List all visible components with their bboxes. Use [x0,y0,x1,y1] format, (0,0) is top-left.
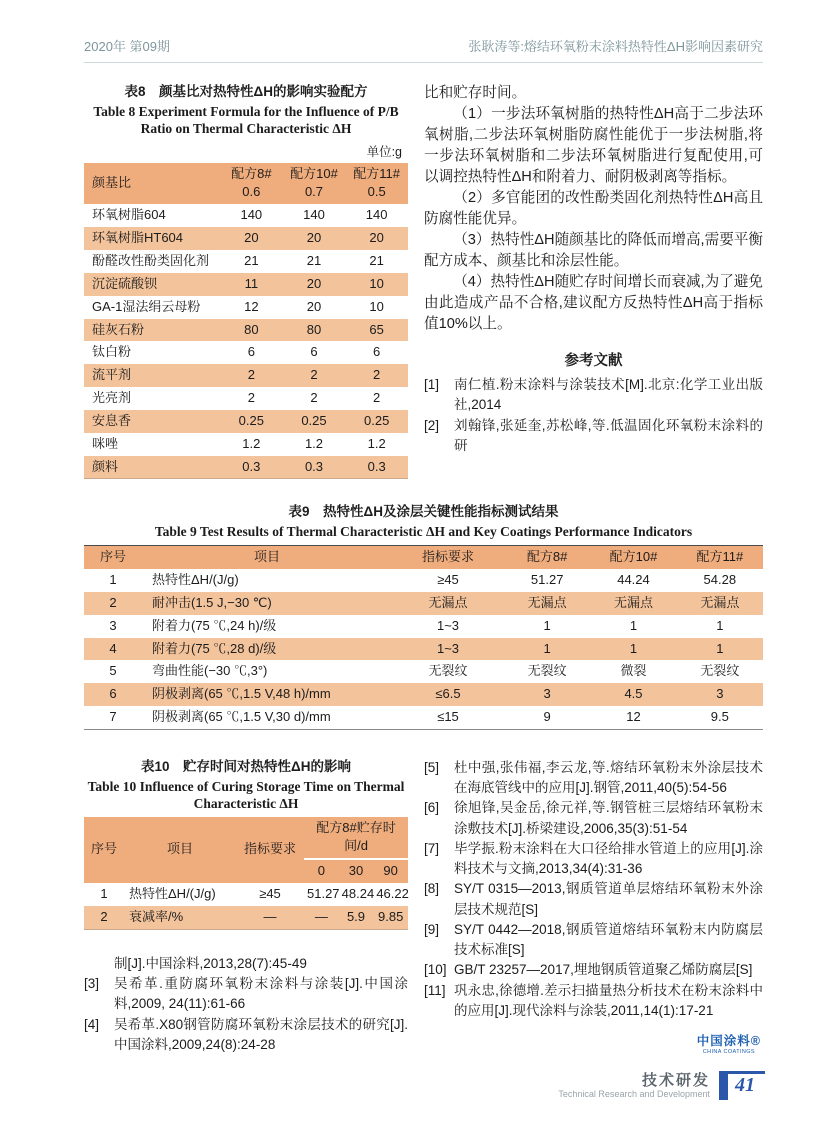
table-cell: 65 [345,319,408,342]
table10-header-cell: 序号 [84,817,124,884]
table-cell: 6 [84,683,142,706]
table-cell: 1 [590,638,676,661]
table-cell: 3 [504,683,590,706]
reference-number: [11] [424,982,446,998]
reference-text: 毕学振.粉末涂料在大口径给排水管道上的应用[J].涂料技术与文摘,2013,34(4):31-36 [454,840,763,877]
table8-header-cell [345,163,408,205]
footer-section-zh: 技术研发 [641,1071,710,1089]
table-cell: 0.25 [220,410,283,433]
reference-number: [5] [424,759,440,775]
table-cell: 6 [247,344,255,360]
references-heading: 参考文献 [564,353,623,369]
table9-caption-zh: 表9 热特性ΔH及涂层关键性能指标测试结果 [288,504,559,520]
reference-number: [8] [424,881,440,897]
table-row [84,296,408,319]
table-cell: 6 [310,344,318,360]
formula-label: 配方11# [353,165,401,181]
discussion-paragraph: 比和贮存时间。 [424,85,527,101]
table10-body [84,883,408,929]
table-row [84,387,408,410]
table10-storage-span-header: 配方8#贮存时间/d [304,817,408,860]
table-cell: 1 [109,572,117,588]
table9-header-cell: 配方8# [504,545,590,569]
issue-label: 2020年 第09期 [84,39,170,54]
logo-text-zh: 中国涂料® [696,1034,761,1049]
table-cell: 51.27 [530,572,564,588]
table-cell: 46.22 [376,886,409,902]
reference-item [84,954,408,974]
table10-caption-en: Table 10 Influence of Curing Storage Time on Thermal Characteristic ΔH [87,778,405,812]
table-cell: 钛白粉 [92,344,132,360]
table-cell: 安息香 [84,410,220,433]
table-row [84,638,763,661]
table-cell: — [304,906,339,929]
footer-section-en: Technical Research and Development [558,1088,710,1099]
table-cell: 11 [220,273,283,296]
table-cell: 54.28 [703,572,737,588]
running-title: 张耿涛等:熔结环氧粉末涂料热特性ΔH影响因素研究 [468,39,763,54]
table10-caption-zh: 表10 贮存时间对热特性ΔH的影响 [141,758,351,774]
table-cell: 1.2 [304,435,324,451]
reference-number: [7] [424,840,440,856]
table-cell: 140 [365,207,388,223]
discussion-paragraph: （4）热特性ΔH随贮存时间增长而衰减,为了避免由此造成产品不合格,建议配方反热特性ΔH高于指标值10%以上。 [424,274,763,332]
table8-header-cell [220,163,283,205]
page-footer [558,1071,765,1100]
table-cell: 热特性ΔH/(J/g) [129,886,216,902]
table-cell: 48.24 [341,886,375,902]
table-row [84,410,408,433]
table10-header-cell: 项目 [124,817,236,884]
table-row [84,592,763,615]
table-cell: 弯曲性能(−30 ℃,3°) [152,663,268,679]
table-cell: 80 [283,319,346,342]
reference-item [424,375,763,416]
table-cell: 环氧树脂HT604 [84,227,220,250]
formula-label: 配方8# [231,165,272,181]
table-cell: 0.3 [345,456,408,479]
table-cell: 附着力(75 ℃,24 h)/级 [152,617,277,633]
table10 [84,817,408,930]
table-row [84,227,408,250]
table-cell: 2 [84,906,124,929]
discussion-paragraphs [424,83,763,335]
references-right-top [424,375,763,456]
table-cell: 20 [283,273,346,296]
table8-header [84,163,408,205]
table-cell: 20 [283,227,346,250]
table-cell: 光亮剂 [92,390,132,406]
table-cell: 无漏点 [677,592,763,615]
reference-number: [2] [424,417,440,433]
table-cell: 20 [345,227,408,250]
table-cell: 颜料 [84,456,220,479]
page-number-bracket [719,1071,765,1100]
reference-text: SY/T 0442—2018,钢质管道熔结环氧粉末内防腐层技术标准[S] [454,921,763,958]
table-cell: 3 [109,617,117,633]
table-cell: 3 [677,683,763,706]
table-cell: 44.24 [617,572,650,588]
table-row [84,250,408,273]
bottom-section [84,758,763,1055]
reference-text: 南仁植.粉末涂料与涂装技术[M].北京:化学工业出版社,2014 [454,377,763,413]
table-cell: 140 [303,207,325,223]
table9-header-cell: 序号 [84,545,142,569]
table-cell: 2 [310,390,318,406]
table-cell: 10 [345,273,408,296]
formula-ratio: 0.6 [242,184,261,200]
table-cell: 4 [84,638,142,661]
table-cell: 衰减率/% [124,906,236,929]
table9-header-cell: 配方10# [590,545,676,569]
references-right-bottom [424,758,763,1021]
references-left-bottom [84,954,408,1055]
table-cell: 1 [100,886,108,902]
table-cell: 7 [109,709,117,725]
reference-text: 刘翰锋,张延奎,苏松峰,等.低温固化环氧粉末涂料的研 [454,417,763,453]
table-cell: 耐冲击(1.5 J,−30 ℃) [142,592,392,615]
reference-text: 制[J].中国涂料,2013,28(7):45-49 [114,955,307,971]
reference-number: [6] [424,800,440,816]
table-row [84,883,408,906]
table-cell: ≤6.5 [392,683,504,706]
table-cell: 环氧树脂604 [92,207,166,223]
table-cell: 10 [369,298,384,314]
discussion-paragraph: （3）热特性ΔH随颜基比的降低而增高,需要平衡配方成本、颜基比和涂层性能。 [424,232,763,269]
table-cell: ≤15 [437,709,459,725]
top-section [84,83,763,479]
table-cell: 0.3 [220,456,283,479]
table-row [84,273,408,296]
table-cell: 9.5 [710,709,729,725]
reference-number: [9] [424,921,440,937]
table-cell: 21 [244,253,259,269]
reference-text: 杜中强,张伟福,李云龙,等.熔结环氧粉末外涂层技术在海底管线中的应用[J].钢管,2011,40(5):54-56 [454,759,763,796]
table-cell: GA-1湿法绢云母粉 [92,298,201,314]
table10-header-cell: 指标要求 [236,817,304,884]
table-cell: 140 [240,207,263,223]
table-cell: 2 [220,364,283,387]
reference-item [424,920,763,961]
table-cell: 2 [84,592,142,615]
formula-ratio: 0.5 [367,184,386,200]
reference-text: 吴希革.重防腐环氧粉末涂料与涂装[J].中国涂料,2009, 24(11):61-66 [114,976,408,1012]
table-cell: 酚醛改性酚类固化剂 [92,253,210,269]
table-cell: 4.5 [590,683,676,706]
reference-text: 吴希革.X80钢管防腐环氧粉末涂层技术的研究[J].中国涂料,2009,24(8):24-28 [114,1016,408,1052]
table-row [84,706,763,729]
table10-day-header: 0 [304,859,339,883]
logo-text-en: CHINA COATINGS [702,1049,756,1056]
reference-item [424,798,763,839]
reference-text: GB/T 23257—2017,埋地钢质管道聚乙烯防腐层[S] [454,962,753,978]
formula-ratio: 0.7 [304,184,324,200]
table-cell: 20 [306,298,322,314]
reference-item [424,981,763,1022]
table-cell: 21 [369,253,384,269]
table-cell: 无裂纹 [527,663,567,679]
table-cell: 热特性ΔH/(J/g) [152,572,239,588]
table-cell: 流平剂 [84,364,220,387]
table-cell: 2 [345,364,408,387]
table8 [84,163,408,480]
table-cell: 1 [716,617,724,633]
table-cell: 5 [109,663,117,679]
table-cell: 20 [220,227,283,250]
table-row [84,456,408,479]
table9-header-cell: 项目 [142,545,392,569]
table-row [84,615,763,638]
table-row [84,204,408,227]
table-cell: 6 [373,344,381,360]
table9-header-cell: 配方11# [677,545,763,569]
table-cell: 9 [543,709,551,725]
reference-number: [3] [84,976,100,992]
table8-header-cell: 颜基比 [84,163,220,205]
table-cell: 无漏点 [590,592,676,615]
table-cell: 无漏点 [392,592,504,615]
table-cell: 咪唑 [92,435,119,451]
table-row [84,319,408,342]
table-row [84,906,408,929]
discussion-block [424,83,763,479]
table-cell: 阴极剥离(65 ℃,1.5 V,48 h)/mm [142,683,392,706]
discussion-paragraph: （2）多官能团的改性酚类固化剂热特性ΔH高且防腐性能优异。 [424,190,763,227]
table8-unit: 单位:g [366,144,402,159]
table-cell: — [236,906,304,929]
reference-number [84,954,114,974]
table9-block [84,503,763,730]
reference-item [424,416,763,457]
reference-item [424,960,763,980]
table-row [84,341,408,364]
references-right-bottom-block [424,758,763,1055]
table-cell: 1.2 [367,435,386,451]
table-cell: 1~3 [436,617,460,633]
table8-block [84,83,408,479]
table9-header [84,545,763,569]
table9-header-cell: 指标要求 [392,545,504,569]
reference-number: [10] [424,962,447,978]
reference-text: SY/T 0315—2013,钢质管道单层熔结环氧粉末外涂层技术规范[S] [454,881,763,917]
table-cell: 21 [306,253,322,269]
reference-item [424,758,763,799]
table-row [84,683,763,706]
table-cell: 无裂纹 [700,663,740,679]
page-content [84,83,763,1055]
table-cell: 5.9 [339,906,374,929]
table-cell: 0.3 [283,456,346,479]
running-head [84,36,763,63]
table9 [84,545,763,730]
reference-text: 徐旭锋,吴金岳,徐元祥,等.钢管桩三层熔结环氧粉末涂敷技术[J].桥梁建设,2006,35(3):51-54 [454,800,763,836]
reference-item [424,839,763,880]
china-coatings-logo [697,1035,761,1055]
table-cell: 硅灰石粉 [84,319,220,342]
footer-section-labels [558,1072,710,1100]
table-cell: 沉淀硫酸钡 [84,273,220,296]
table10-day-header: 30 [339,859,374,883]
table9-caption-en: Table 9 Test Results of Thermal Characteristic ΔH and Key Coatings Performance Indicators [154,524,693,539]
table-cell: 9.85 [373,906,408,929]
table-cell: 无裂纹 [428,663,468,679]
table8-body [84,204,408,479]
table-row [84,433,408,456]
table8-caption-zh: 表8 颜基比对热特性ΔH的影响实验配方 [124,84,368,99]
table10-block [84,758,408,1055]
reference-item [84,1015,408,1056]
table-cell: 1 [629,617,638,633]
discussion-paragraph: （1）一步法环氧树脂的热特性ΔH高于二步法环氧树脂,二步法环氧树脂防腐性能优于一步法树脂,将一步法环氧树脂和二步法环氧树脂进行复配使用,可以调控热特性ΔH和附着力、耐阴极剥离等指标。 [424,106,763,185]
table10-header [84,817,408,884]
table-cell: 1 [677,638,763,661]
table-cell: ≥45 [259,886,281,902]
table-cell: 阴极剥离(65 ℃,1.5 V,30 d)/mm [152,709,331,725]
table-cell: 微裂 [620,663,647,679]
table-row [84,660,763,683]
reference-number: [1] [424,377,440,392]
table-cell: 1~3 [392,638,504,661]
formula-label: 配方10# [290,165,338,181]
table-cell: 无漏点 [504,592,590,615]
table8-caption-en: Table 8 Experiment Formula for the Influence of P/B Ratio on Thermal Characteristic ΔH [93,103,399,137]
table8-header-cell [283,163,346,205]
table-cell: 51.27 [307,886,340,902]
reference-item [84,974,408,1015]
table-cell: 2 [283,364,346,387]
table-cell: ≥45 [437,572,459,588]
table-cell: 80 [220,319,283,342]
table-cell: 12 [244,298,259,314]
table9-body [84,569,763,729]
table-cell: 1 [504,638,590,661]
table10-day-header: 90 [373,859,408,883]
table-cell: 1 [543,617,551,633]
table-row [84,364,408,387]
table-cell: 2 [247,390,255,406]
reference-item [424,879,763,920]
reference-text: 巩永忠,徐德增.差示扫描量热分析技术在粉末涂料中的应用[J].现代涂料与涂装,2011,14(1):17-21 [454,982,763,1018]
table-row [84,569,763,592]
page-number: 41 [735,1074,755,1096]
table-cell: 0.25 [345,410,408,433]
table-cell: 0.25 [283,410,346,433]
table-cell: 12 [626,709,641,725]
reference-number: [4] [84,1016,100,1032]
table-cell: 附着力(75 ℃,28 d)/级 [142,638,392,661]
table-cell: 2 [373,390,381,406]
table-cell: 1.2 [242,435,261,451]
